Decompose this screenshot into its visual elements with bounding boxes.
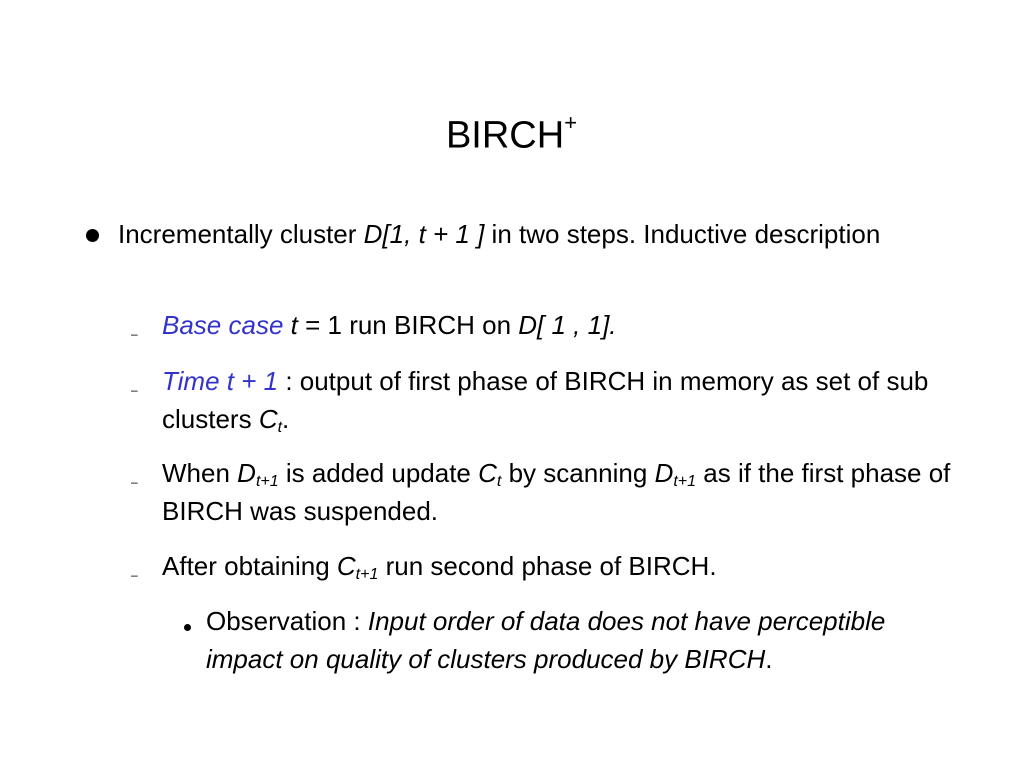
- text-segment: in two steps. Inductive description: [484, 219, 881, 249]
- small-bullet-dot: [184, 624, 191, 631]
- bullet-incrementally-cluster: [118, 215, 918, 253]
- text-segment-italic: D[1, t + 1 ]: [363, 219, 485, 249]
- text-segment-italic: C: [258, 404, 278, 434]
- text-segment: Incrementally cluster: [118, 219, 364, 249]
- title-text: BIRCH: [445, 114, 565, 157]
- sub-bullet-after-obtaining: [162, 547, 962, 585]
- dash-marker: –: [131, 383, 138, 397]
- dash-marker: –: [131, 568, 138, 582]
- subscript: t: [277, 419, 283, 436]
- text-segment: .: [282, 404, 290, 434]
- subscript: t: [496, 473, 502, 490]
- sub-bullet-time-t-plus-1: [162, 362, 962, 438]
- subscript: t+1: [255, 473, 279, 490]
- text-segment-italic: D: [654, 458, 674, 488]
- text-segment: = 1 run BIRCH on: [297, 310, 519, 340]
- text-segment-blue-italic: Base case: [162, 310, 284, 340]
- text-segment: as if the first phase of BIRCH was suspended.: [162, 458, 951, 526]
- text-segment-italic: D[ 1 , 1].: [518, 310, 617, 340]
- slide-title: [0, 104, 1023, 159]
- dash-marker: –: [131, 327, 138, 341]
- text-segment-italic: D: [237, 458, 256, 488]
- text-segment-italic: Input order of data does not have perceptible impact on quality of clusters produced by BIRCH: [206, 606, 886, 674]
- text-segment: After obtaining: [162, 551, 337, 581]
- title-superscript: +: [564, 110, 578, 135]
- text-segment: .: [765, 644, 773, 674]
- sub-sub-bullet-observation: [206, 602, 966, 678]
- sub-bullet-when-d-added: [162, 454, 962, 530]
- dash-marker: –: [131, 475, 138, 489]
- text-segment-italic: t: [290, 310, 298, 340]
- text-segment-italic: C: [478, 458, 497, 488]
- text-segment: run second phase of BIRCH.: [378, 551, 717, 581]
- sub-bullet-base-case: [162, 306, 962, 344]
- text-segment: Observation :: [206, 606, 368, 636]
- text-segment: by scanning: [501, 458, 655, 488]
- text-segment-italic: C: [336, 551, 356, 581]
- text-segment: : output of first phase of BIRCH in memory as set of sub clusters: [162, 366, 929, 434]
- text-segment: is added update: [278, 458, 479, 488]
- bullet-dot: [86, 229, 99, 242]
- text-segment: [283, 310, 290, 340]
- text-segment-blue-italic: Time t + 1: [162, 366, 279, 396]
- subscript: t+1: [355, 566, 379, 583]
- subscript: t+1: [673, 473, 697, 490]
- text-segment: When: [162, 458, 238, 488]
